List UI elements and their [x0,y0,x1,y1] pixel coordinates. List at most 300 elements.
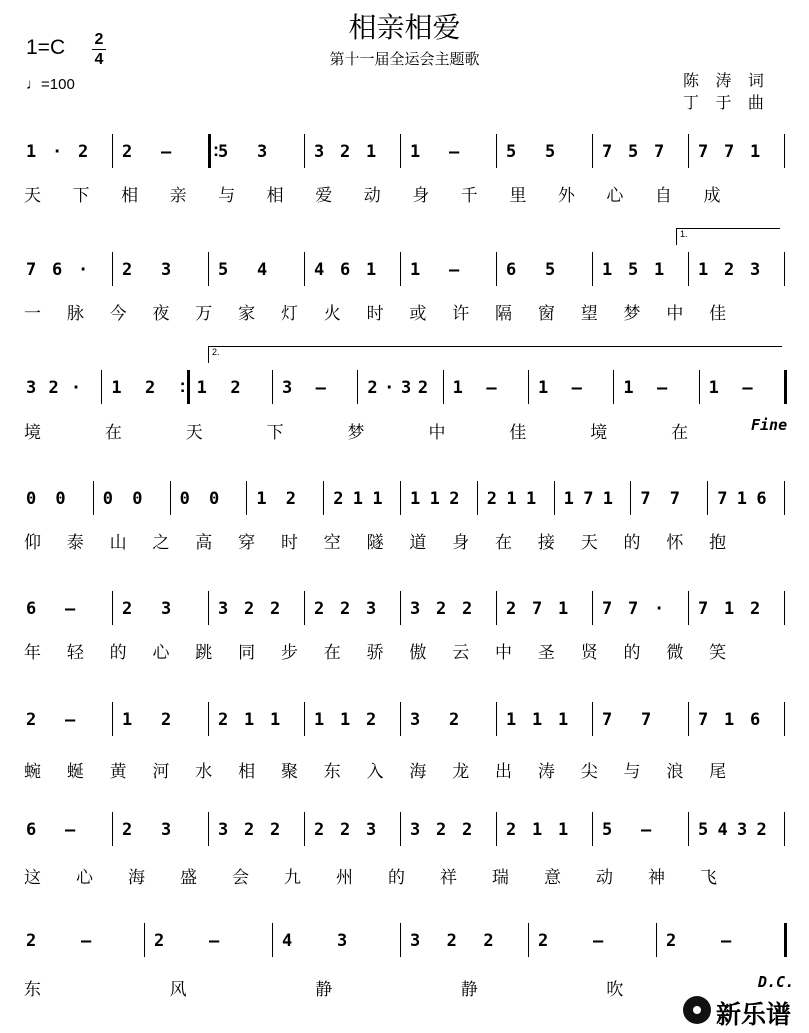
note: 1 [314,710,325,730]
lyric-char: 中 [495,643,514,662]
bar-line [592,812,593,846]
bar-line [784,591,785,625]
note: 1 [122,710,133,730]
note: 2 [446,931,457,951]
lyric-char: 龙 [452,762,471,781]
lyric-char: 爱 [315,186,334,205]
note: 6 [506,260,517,280]
note: 3 [257,142,268,162]
lyric-char: 相 [238,762,257,781]
note: 2 [285,489,297,509]
note: · [654,599,665,619]
bar-line [400,134,401,168]
note: 7 [698,710,709,730]
note: 2 [26,931,37,951]
note: – [81,931,92,951]
bar-line [246,481,247,515]
note: 2 [122,142,133,162]
lyric-char: 窗 [537,304,556,323]
lyric-char: 佳 [709,304,728,323]
lyric-char: 接 [537,533,556,552]
lyric-char: 盛 [180,868,198,887]
lyric-char: 穿 [238,533,257,552]
note: 2 [122,260,133,280]
lyric-char: 心 [152,643,171,662]
bar-line [592,252,593,286]
bar-line [688,702,689,736]
note: 1 [410,260,421,280]
volta-bracket: 1. [676,228,780,245]
lyric-char: 之 [152,533,171,552]
bar-line [112,702,113,736]
bar-line [93,481,94,515]
note: – [161,142,172,162]
note: 4 [257,260,268,280]
note: 6 [26,599,37,619]
note: 1 [724,599,735,619]
note: 2 [48,378,59,398]
lyric-char: 祥 [440,868,458,887]
navigation-mark: D.C. [758,973,795,991]
note: 2 [26,710,37,730]
lyric-char: 的 [388,868,406,887]
note: – [65,710,76,730]
lyric-char: 的 [623,533,642,552]
bar-line [784,481,785,515]
lyric-char: 的 [623,643,642,662]
note: 1 [532,820,543,840]
bar-line [688,812,689,846]
note: 2 [145,378,156,398]
bar-line [400,481,401,515]
lyric-char: 州 [336,868,354,887]
time-signature [92,31,106,68]
note: – [593,931,604,951]
lyric-char: 入 [366,762,385,781]
note: 2 [218,710,229,730]
note: 5 [602,820,613,840]
bar-line [400,923,401,957]
note: 3 [410,820,421,840]
bar-line [400,252,401,286]
bar-line [112,591,113,625]
lyric-char: 静 [460,980,479,999]
lyric-char: 高 [195,533,214,552]
bar-line [592,591,593,625]
lyric-char: 抱 [709,533,728,552]
bar-line [528,370,529,404]
note: 5 [506,142,517,162]
note: 0 [55,489,66,509]
bar-line [304,252,305,286]
bar-line [187,370,190,404]
note: 7 [583,489,594,509]
bar-line [272,923,273,957]
note: 3 [737,820,748,840]
note: 2 [724,260,735,280]
lyric-char: 黄 [109,762,128,781]
note: 2 [244,820,255,840]
note: 1 [111,378,122,398]
note: 7 [602,599,613,619]
repeat-dots: : [213,140,219,160]
note: · [52,142,63,162]
bar-line [688,252,689,286]
lyric-char: 风 [169,980,188,999]
note: 1 [452,378,463,398]
note: 7 [641,710,652,730]
note: 2 [340,599,351,619]
lyric-char: 中 [428,423,447,442]
bar-line [208,812,209,846]
note: 1 [366,142,377,162]
lyric-char: 与 [623,762,642,781]
note: 2 [78,142,89,162]
lyric-char: 身 [412,186,431,205]
note: 1 [750,142,761,162]
lyric-char: 水 [195,762,214,781]
lyric-char: 东 [24,980,42,999]
note: 2 [366,710,377,730]
lyric-char: 空 [323,533,342,552]
lyric-char: 仰 [24,533,42,552]
note: · [384,378,395,398]
lyric-char: 隧 [366,533,385,552]
note: 2 [486,489,498,509]
meter-top: 2 [94,31,104,48]
lyric-char: 贤 [580,643,599,662]
note: 7 [628,599,639,619]
lyric-char: 佳 [509,423,528,442]
bar-line [304,591,305,625]
note: 2 [230,378,241,398]
bar-line [304,134,305,168]
bar-line [592,134,593,168]
note: 3 [366,599,377,619]
note: 1 [256,489,267,509]
note: 1 [506,489,517,509]
lyric-char: 云 [452,643,471,662]
bar-line [496,812,497,846]
note: 7 [26,260,37,280]
lyric-char: 或 [409,304,428,323]
note: 2 [340,142,351,162]
lyric-char: 瑞 [492,868,510,887]
bar-line [707,481,708,515]
note: 2 [483,931,494,951]
lyric-char: 跳 [195,643,214,662]
lyric-char: 在 [323,643,342,662]
tempo-marking: ♩=100 [26,76,75,93]
note: 7 [640,489,651,509]
note: – [571,378,582,398]
note: 2 [750,599,761,619]
note: 4 [314,260,325,280]
lyric-char: 天 [185,423,204,442]
note: 1 [532,710,543,730]
note: 2 [270,599,281,619]
note: – [449,260,460,280]
lyric-char: 心 [606,186,625,205]
lyric-char: 飞 [700,868,718,887]
bar-line [400,702,401,736]
lyric-char: 梦 [623,304,642,323]
bar-line [208,702,209,736]
lyric-char: 会 [232,868,250,887]
note: 4 [717,820,728,840]
note: – [65,820,76,840]
bar-line [208,134,211,168]
bar-line [784,370,787,404]
lyric-char: 东 [323,762,342,781]
note: 1 [340,710,351,730]
note: 2 [367,378,378,398]
note: 2 [270,820,281,840]
note: 2 [122,599,133,619]
bar-line [112,252,113,286]
note: 7 [717,489,728,509]
lyric-char: 海 [128,868,146,887]
note: 1 [736,489,748,509]
lyric-char: 怀 [666,533,685,552]
bar-line [357,370,358,404]
bar-line [496,134,497,168]
note: 7 [532,599,543,619]
note: 1 [352,489,364,509]
lyric-char: 时 [280,533,299,552]
note: 2 [340,820,351,840]
bar-line [784,923,787,957]
note: 1 [410,142,421,162]
note: 1 [366,260,377,280]
note: 1 [196,378,207,398]
lyric-char: 成 [703,186,722,205]
bar-line [592,702,593,736]
lyric-char: 尖 [580,762,599,781]
note: 3 [218,820,229,840]
vinyl-disc-icon [683,996,711,1024]
note: 3 [314,142,325,162]
bar-line [400,812,401,846]
volta-bracket: 2. [208,346,782,363]
note: 2 [462,820,473,840]
lyric-char: 在 [671,423,690,442]
note: – [641,820,652,840]
note: 6 [756,489,767,509]
brand-name: 新乐谱 [716,1001,792,1029]
lyric-char: 在 [495,533,514,552]
lyric-char: 今 [109,304,128,323]
note: – [486,378,497,398]
note: 0 [209,489,220,509]
lyric-char: 心 [76,868,94,887]
lyric-char: 蜿 [24,762,42,781]
bar-line [656,923,657,957]
meter-bottom: 4 [94,51,104,68]
lyric-char: 同 [238,643,257,662]
lyric-char: 的 [109,643,128,662]
note: 5 [218,260,229,280]
lyric-char: 微 [666,643,685,662]
bar-line [323,481,324,515]
bar-line [613,370,614,404]
note: 2 [436,820,447,840]
note: 2 [244,599,255,619]
note: 1 [26,142,37,162]
note: 1 [654,260,665,280]
note: 5 [628,260,639,280]
lyric-char: 笑 [709,643,728,662]
repeat-dots: : [179,376,186,396]
lyric-char: 隔 [495,304,514,323]
note: 6 [52,260,63,280]
score-system [0,929,809,989]
bar-line [112,134,113,168]
lyric-char: 涛 [537,762,556,781]
bar-line [784,252,785,286]
lyric-char: 灯 [280,304,299,323]
note: 3 [161,599,172,619]
note: 1 [410,489,421,509]
bar-line [272,370,273,404]
note: 3 [410,710,421,730]
note: 7 [698,599,709,619]
lyric-char: 出 [495,762,514,781]
lyric-char: 神 [648,868,666,887]
lyric-char: 年 [24,643,42,662]
bar-line [528,923,529,957]
note: – [209,931,220,951]
bar-line [304,812,305,846]
note: 2 [666,931,677,951]
note: 3 [282,378,293,398]
note: 3 [410,931,421,951]
bar-line [477,481,478,515]
lyric-char: 火 [323,304,342,323]
lyric-char: 海 [409,762,428,781]
bar-line [630,481,631,515]
bar-line [208,591,209,625]
lyric-char: 吹 [606,980,625,999]
lyric-char: 九 [284,868,302,887]
bar-line [144,923,145,957]
lyric-char: 与 [218,186,237,205]
lyric-char: 骄 [366,643,385,662]
lyric-char: 许 [452,304,471,323]
note: 1 [538,378,549,398]
note: 3 [410,599,421,619]
lyric-char: 境 [590,423,609,442]
navigation-mark: Fine [751,416,788,434]
composer-credit: 丁 于 曲 [683,95,770,112]
lyric-char: 梦 [347,423,366,442]
note: 1 [602,489,614,509]
meter-divider [92,49,106,50]
bar-line [304,702,305,736]
note: 4 [282,931,293,951]
lyric-char: 中 [666,304,685,323]
note: 1 [526,489,537,509]
note: 7 [602,142,613,162]
bar-line [101,370,102,404]
lyric-char: 泰 [66,533,85,552]
lyric-char: 静 [315,980,334,999]
lyric-char: 境 [24,423,42,442]
lyric-char: 千 [460,186,479,205]
lyric-char: 动 [596,868,614,887]
note: · [78,260,89,280]
note: 2 [538,931,549,951]
lyric-char: 外 [557,186,576,205]
bar-line [784,702,785,736]
note: 1 [558,820,569,840]
note: 2 [161,710,172,730]
bar-line [112,812,113,846]
note: 0 [26,489,37,509]
note: 7 [654,142,665,162]
note: – [65,599,76,619]
note: 6 [750,710,761,730]
note: 3 [401,378,412,398]
note: 1 [558,599,569,619]
lyric-char: 家 [238,304,257,323]
lyric-char: 身 [452,533,471,552]
lyric-char: 河 [152,762,171,781]
note: 5 [218,142,229,162]
note: 1 [623,378,634,398]
note: 1 [244,710,255,730]
bar-line [688,591,689,625]
note: 3 [161,260,172,280]
bar-line [496,702,497,736]
lyric-char: 一 [24,304,42,323]
note: 1 [724,710,735,730]
note: 2 [436,599,447,619]
note: 2 [122,820,133,840]
note: 2 [506,599,517,619]
lyric-char: 里 [509,186,528,205]
note: 2 [314,820,325,840]
lyric-char: 这 [24,868,42,887]
lyric-char: 尾 [709,762,728,781]
note: 1 [429,489,440,509]
bar-line [443,370,444,404]
bar-line [554,481,555,515]
note: 3 [161,820,172,840]
note: 1 [506,710,517,730]
lyric-char: 亲 [169,186,188,205]
note: 2 [756,820,767,840]
note: 1 [698,260,709,280]
note: 2 [506,820,517,840]
bar-line [400,591,401,625]
note: 2 [333,489,344,509]
note: 2 [314,599,325,619]
note: 1 [708,378,719,398]
note: 5 [545,142,556,162]
note: 5 [545,260,556,280]
lyric-char: 夜 [152,304,171,323]
key-signature: 1=C [26,36,66,59]
note: 3 [750,260,761,280]
lyric-char: 山 [109,533,128,552]
note: · [70,378,82,398]
lyric-char: 时 [366,304,385,323]
lyric-char: 相 [121,186,140,205]
lyric-char: 意 [544,868,562,887]
note: – [449,142,460,162]
note: 2 [449,710,460,730]
